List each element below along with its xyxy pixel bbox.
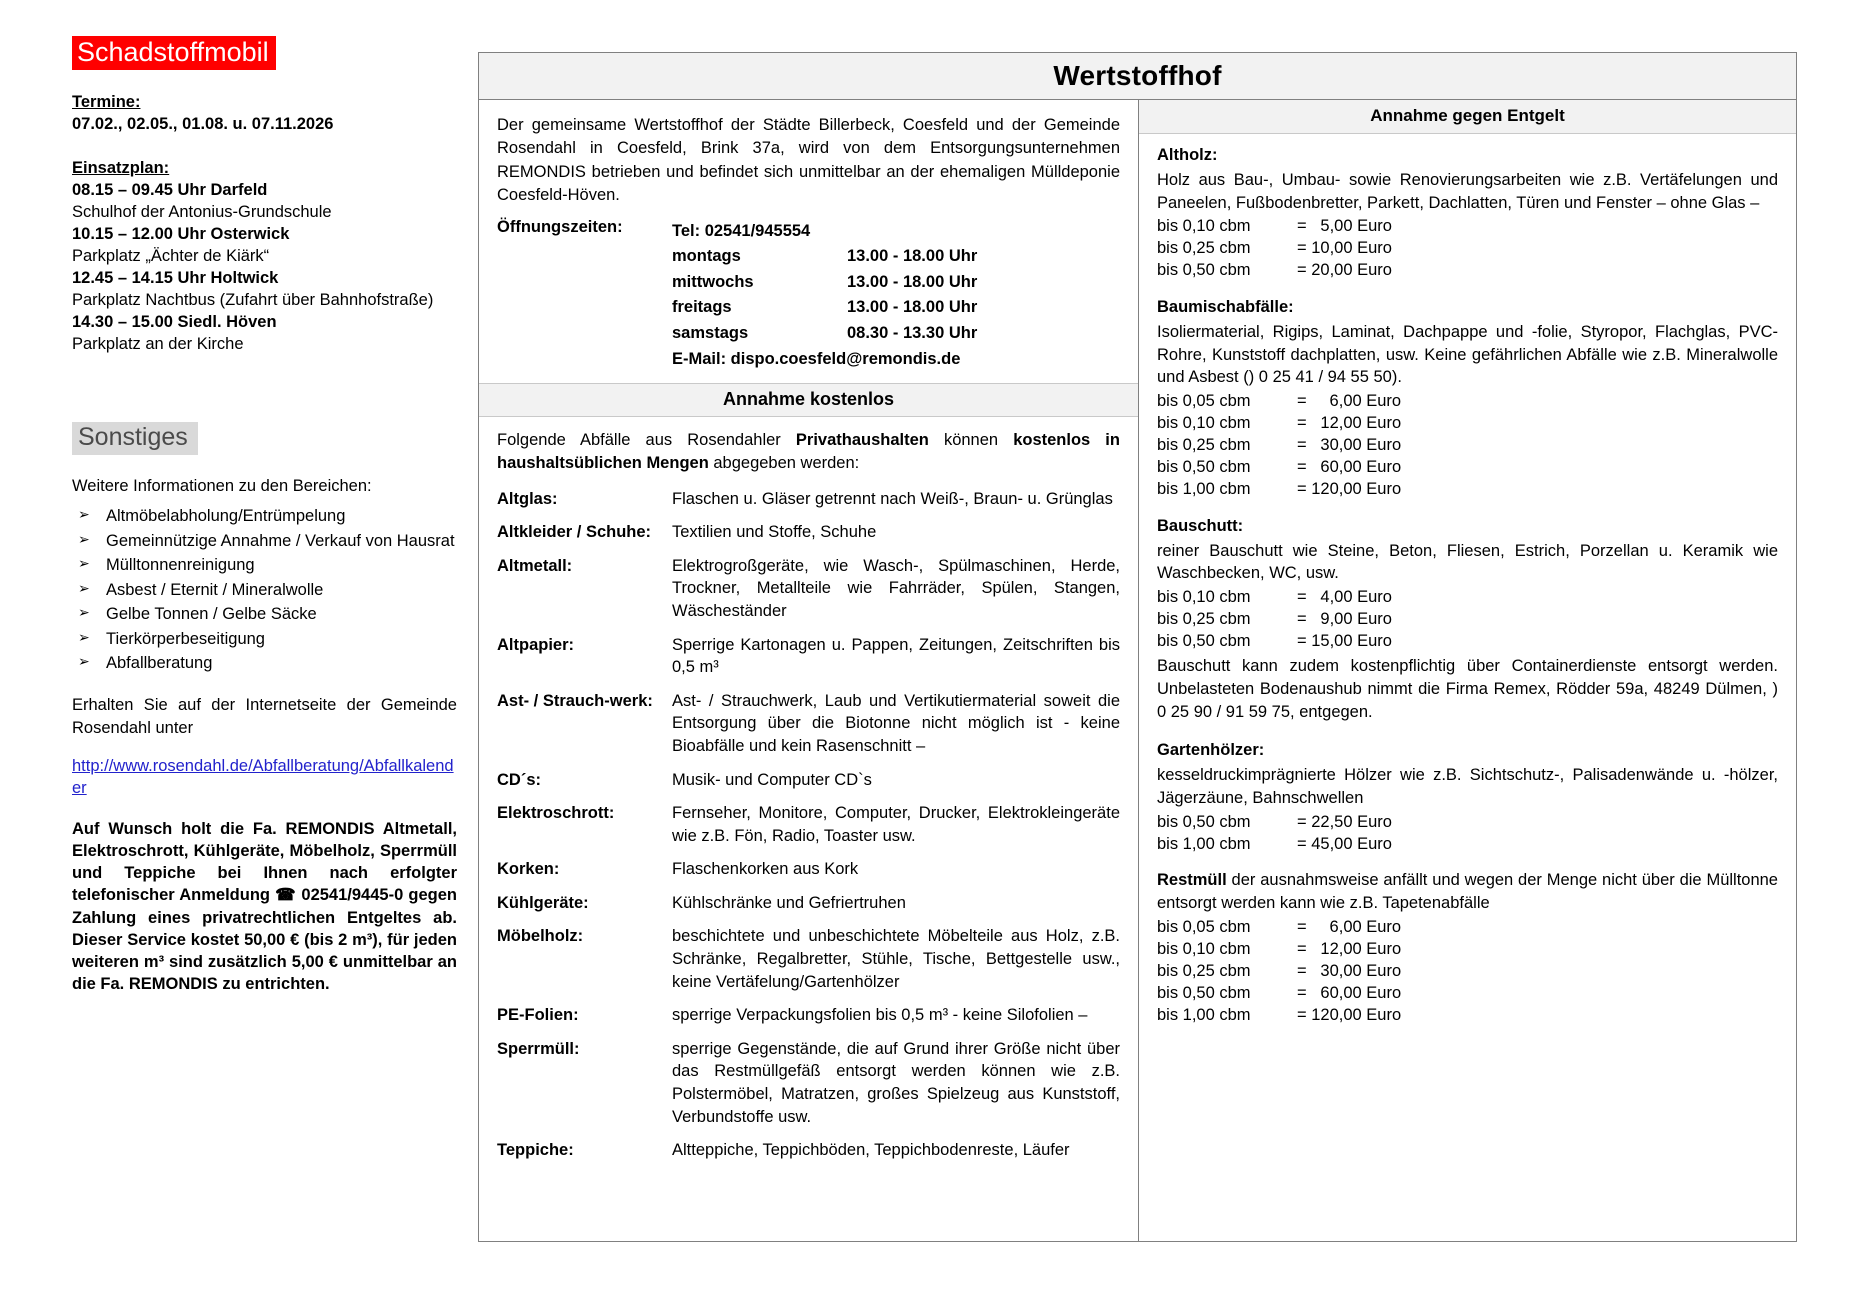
stop-place: Schulhof der Antonius-Grundschule (72, 203, 332, 222)
price-value: = 12,00 Euro (1297, 414, 1402, 433)
bereiche-list (72, 505, 457, 674)
price-volume: bis 0,10 cbm (1157, 939, 1251, 958)
hours-day: samstags (672, 323, 749, 342)
opening-hours-table (672, 218, 977, 373)
band-annahme-entgelt: Annahme gegen Entgelt (1139, 100, 1796, 134)
intro-paragraph: Der gemeinsame Wertstoffhof der Städte Billerbeck, Coesfeld und der Gemeinde Rosendahl in Coesfeld, Brink 37a, wird von dem Entsorgungsunternehmen REMONDIS betrieben und befindet sich unmittelbar an der ehemaligen Mülldeponie Coesfeld-Höven. (497, 116, 1120, 205)
price-row (1157, 834, 1778, 856)
price-row (1157, 457, 1778, 479)
panel-column-right (1139, 100, 1796, 1242)
wertstoffhof-panel (478, 52, 1797, 1242)
price-value: = 120,00 Euro (1297, 479, 1402, 498)
email-address: E-Mail: dispo.coesfeld@remondis.de (672, 350, 961, 369)
price-row (1157, 812, 1778, 834)
hours-time: 13.00 - 18.00 Uhr (847, 272, 978, 291)
kostenlos-intro (479, 417, 1138, 476)
entgelt-title: Baumischabfälle: (1157, 298, 1294, 317)
entgelt-entry (1157, 144, 1778, 282)
hours-time: 13.00 - 18.00 Uhr (847, 298, 978, 317)
opening-hours-block (479, 214, 1138, 373)
sonstiges-title: Sonstiges (72, 422, 198, 456)
price-volume: bis 1,00 cbm (1157, 479, 1251, 498)
price-value: = 9,00 Euro (1297, 610, 1392, 629)
stop-entry (72, 224, 457, 268)
price-value: = 30,00 Euro (1297, 436, 1402, 455)
list-item: ➢ Gelbe Tonnen / Gelbe Säcke (72, 603, 457, 625)
entgelt-title-suffix: der ausnahmsweise anfällt und wegen der Menge nicht über die Mülltonne entsorgt werden kann wie z.B. Tapetenabfälle (1157, 871, 1778, 913)
list-item: ➢ Gemeinnützige Annahme / Verkauf von Hausrat (72, 530, 457, 552)
waste-desc: Altteppiche, Teppichböden, Teppichbodenreste, Läufer (672, 1141, 1070, 1160)
waste-desc: Flaschenkorken aus Kork (672, 860, 859, 879)
hours-row (672, 295, 977, 321)
price-value: = 22,50 Euro (1297, 812, 1392, 831)
hours-row (672, 321, 977, 347)
price-value: = 6,00 Euro (1297, 917, 1402, 936)
waste-term: Elektroschrott: (497, 804, 615, 823)
entgelt-text: Isoliermaterial, Rigips, Laminat, Dachpappe und -folie, Styropor, Flachglas, PVC-Rohre, Kunststoff dachplatten, usw. Keine gefährlichen Abfälle wie z.B. Mineralwolle und Asbest () 0 25 41 / 94 55 50). (1157, 322, 1778, 387)
price-value: = 30,00 Euro (1297, 961, 1402, 980)
price-value: = 12,00 Euro (1297, 939, 1402, 958)
price-row (1157, 413, 1778, 435)
price-volume: bis 0,25 cbm (1157, 610, 1251, 629)
price-volume: bis 0,50 cbm (1157, 983, 1251, 1002)
hours-row (672, 270, 977, 296)
list-item (497, 858, 1120, 881)
price-row (1157, 961, 1778, 983)
list-item (497, 769, 1120, 792)
waste-term: Teppiche: (497, 1141, 574, 1160)
hours-time: 08.30 - 13.30 Uhr (847, 323, 978, 342)
list-item (497, 690, 1120, 758)
price-value: = 45,00 Euro (1297, 834, 1392, 853)
list-item (497, 634, 1120, 679)
list-item: ➢ Altmöbelabholung/Entrümpelung (72, 505, 457, 527)
price-volume: bis 0,50 cbm (1157, 457, 1251, 476)
stop-place: Parkplatz Nachtbus (Zufahrt über Bahnhofstraße) (72, 290, 434, 309)
waste-desc: sperrige Verpackungsfolien bis 0,5 m³ - keine Silofolien – (672, 1006, 1088, 1025)
kostenlos-intro-part3: abgegeben werden: (708, 454, 860, 473)
list-item (497, 892, 1120, 915)
price-value: = 120,00 Euro (1297, 1005, 1402, 1024)
entgelt-entry (1157, 739, 1778, 855)
waste-term: Sperrmüll: (497, 1039, 580, 1058)
price-row (1157, 1005, 1778, 1027)
list-item (497, 521, 1120, 544)
schadstoffmobil-title: Schadstoffmobil (72, 36, 276, 70)
price-row (1157, 609, 1778, 631)
price-volume: bis 0,05 cbm (1157, 392, 1251, 411)
entgelt-text: reiner Bauschutt wie Steine, Beton, Fliesen, Estrich, Porzellan u. Keramik wie Waschbecken, WC, usw. (1157, 541, 1778, 583)
waste-term: Altkleider / Schuhe: (497, 523, 652, 542)
list-item: ➢ Mülltonnenreinigung (72, 554, 457, 576)
waste-term: Korken: (497, 860, 560, 879)
waste-desc: sperrige Gegenstände, die auf Grund ihrer Größe nicht über das Restmüllgefäß entsorgt werden können wie z.B. Polstermöbel, Matratzen, großes Spielzeug aus Kunststoff, Verbundstoffe usw. (672, 1039, 1120, 1126)
entgelt-entry (1157, 515, 1778, 723)
price-volume: bis 1,00 cbm (1157, 1005, 1251, 1024)
price-volume: bis 1,00 cbm (1157, 834, 1251, 853)
termine-block (72, 92, 457, 136)
waste-term: Kühlgeräte: (497, 893, 589, 912)
internet-text: Erhalten Sie auf der Internetseite der Gemeinde Rosendahl unter (72, 696, 457, 737)
einsatzplan-label: Einsatzplan: (72, 159, 170, 178)
price-value: = 15,00 Euro (1297, 632, 1392, 651)
entgelt-title: Altholz: (1157, 146, 1218, 164)
price-value: = 20,00 Euro (1297, 261, 1392, 280)
price-row (1157, 631, 1778, 653)
termine-value: 07.02., 02.05., 01.08. u. 07.11.2026 (72, 115, 334, 134)
waste-term: Altmetall: (497, 556, 573, 575)
price-value: = 4,00 Euro (1297, 588, 1392, 607)
list-item (497, 488, 1120, 511)
panel-column-left (479, 100, 1139, 1242)
hours-row (672, 244, 977, 270)
price-row (1157, 238, 1778, 260)
einsatzplan-block (72, 158, 457, 355)
price-volume: bis 0,05 cbm (1157, 917, 1251, 936)
price-row (1157, 983, 1778, 1005)
abfallkalender-link[interactable]: http://www.rosendahl.de/Abfallberatung/Abfallkalender (72, 757, 454, 798)
price-value: = 10,00 Euro (1297, 239, 1392, 258)
stop-entry (72, 180, 457, 224)
entgelt-title: Gartenhölzer: (1157, 741, 1265, 760)
list-item: ➢ Asbest / Eternit / Mineralwolle (72, 579, 457, 601)
list-item (497, 555, 1120, 623)
price-row (1157, 587, 1778, 609)
entgelt-entry (1157, 869, 1778, 1026)
price-volume: bis 0,50 cbm (1157, 261, 1251, 280)
hours-day: freitags (672, 298, 732, 317)
price-value: = 6,00 Euro (1297, 392, 1402, 411)
entgelt-text: kesseldruckimprägnierte Hölzer wie z.B. Sichtschutz-, Palisadenwände u. -hölzer, Jägerzäune, Bahnschwellen (1157, 766, 1778, 807)
waste-term: Altglas: (497, 489, 558, 508)
waste-desc: Elektrogroßgeräte, wie Wasch-, Spülmaschinen, Herde, Trockner, Metallteile wie Fahrräder, Spülen, Stangen, Wäscheständer (672, 556, 1120, 620)
band-annahme-kostenlos: Annahme kostenlos (479, 383, 1138, 417)
price-volume: bis 0,10 cbm (1157, 217, 1251, 236)
list-item (497, 802, 1120, 847)
auf-wunsch-text: Auf Wunsch holt die Fa. REMONDIS Altmetall, Elektroschrott, Kühlgeräte, Möbelholz, Sperrmüll und Teppiche bei Ihnen nach erfolgter telefonischer Anmeldung ☎ 02541/9445-0 gegen Zahlung eines privatrechtlichen Entgeltes ab. Dieser Service kostet 50,00 € (bis 2 m³), für jeden weiteren m³ sind zusätzlich 5,00 € unmittelbar an die Fa. REMONDIS zu entrichten. (72, 819, 457, 994)
price-volume: bis 0,10 cbm (1157, 588, 1251, 607)
price-row (1157, 939, 1778, 961)
stop-time: 10.15 – 12.00 Uhr Osterwick (72, 225, 290, 244)
price-volume: bis 0,50 cbm (1157, 812, 1251, 831)
list-item: ➢ Tierkörperbeseitigung (72, 628, 457, 650)
waste-desc: Sperrige Kartonagen u. Pappen, Zeitungen, Zeitschriften bis 0,5 m³ (672, 635, 1120, 677)
list-item (497, 1139, 1120, 1162)
price-row (1157, 260, 1778, 282)
stop-time: 08.15 – 09.45 Uhr Darfeld (72, 181, 268, 200)
waste-term: Möbelholz: (497, 927, 584, 946)
hours-day: mittwochs (672, 272, 754, 291)
price-value: = 60,00 Euro (1297, 457, 1402, 476)
hours-day: montags (672, 247, 741, 266)
info-intro: Weitere Informationen zu den Bereichen: (72, 477, 372, 496)
stop-time: 12.45 – 14.15 Uhr Holtwick (72, 268, 279, 287)
price-row (1157, 216, 1778, 238)
list-item (497, 1038, 1120, 1128)
panel-header (479, 53, 1796, 100)
price-row (1157, 435, 1778, 457)
price-volume: bis 0,25 cbm (1157, 436, 1251, 455)
kostenlos-intro-bold1: Privathaushalten (795, 430, 929, 449)
entgelt-list (1139, 134, 1796, 1027)
waste-term: PE-Folien: (497, 1006, 579, 1025)
price-value: = 5,00 Euro (1297, 217, 1392, 236)
waste-desc: Musik- und Computer CD`s (672, 770, 872, 789)
phone-number: Tel: 02541/945554 (672, 221, 811, 240)
stop-place: Parkplatz „Ächter de Kiärk“ (72, 246, 270, 265)
entgelt-title: Restmüll (1157, 871, 1227, 890)
entgelt-after-text: Bauschutt kann zudem kostenpflichtig über Containerdienste entsorgt werden. Unbelasteten Bodenaushub nimmt die Firma Remex, Rödder 59a, 48249 Dülmen, ) 0 25 90 / 91 59 75, entgegen. (1157, 656, 1778, 721)
waste-desc: Kühlschränke und Gefriertruhen (672, 893, 906, 912)
stop-entry (72, 268, 457, 312)
price-volume: bis 0,25 cbm (1157, 961, 1251, 980)
kostenlos-intro-part2: können (928, 430, 1014, 449)
termine-label: Termine: (72, 93, 141, 112)
waste-desc: Flaschen u. Gläser getrennt nach Weiß-, Braun- u. Grünglas (672, 489, 1113, 508)
list-item (497, 1004, 1120, 1027)
waste-desc: Fernseher, Monitore, Computer, Drucker, Elektrokleingeräte wie z.B. Fön, Radio, Toaster usw. (672, 804, 1120, 845)
hours-time: 13.00 - 18.00 Uhr (847, 247, 978, 266)
waste-desc: Textilien und Stoffe, Schuhe (672, 523, 877, 542)
list-item: ➢ Abfallberatung (72, 652, 457, 674)
waste-term: Altpapier: (497, 635, 575, 654)
list-item (497, 925, 1120, 993)
left-column (72, 36, 457, 996)
stop-time: 14.30 – 15.00 Siedl. Höven (72, 312, 277, 331)
entgelt-entry (1157, 296, 1778, 501)
price-value: = 60,00 Euro (1297, 983, 1402, 1002)
waste-desc: Ast- / Strauchwerk, Laub und Vertikutiermaterial soweit die Entsorgung über die Biotonne nicht möglich ist - keine Bioabfälle und kein Rasenschnitt – (672, 691, 1120, 755)
kostenlos-intro-part1: Folgende Abfälle aus Rosendahler (497, 430, 796, 449)
price-volume: bis 0,50 cbm (1157, 632, 1251, 651)
waste-definition-list (479, 476, 1138, 1162)
price-volume: bis 0,10 cbm (1157, 414, 1251, 433)
price-row (1157, 391, 1778, 413)
stop-entry (72, 312, 457, 356)
opening-hours-label: Öffnungszeiten: (497, 217, 623, 236)
stop-place: Parkplatz an der Kirche (72, 334, 244, 353)
price-row (1157, 479, 1778, 501)
waste-term: Ast- / Strauch-werk: (497, 691, 653, 710)
price-volume: bis 0,25 cbm (1157, 239, 1251, 258)
page-title: Wertstoffhof (1053, 60, 1222, 91)
entgelt-text: Holz aus Bau-, Umbau- sowie Renovierungsarbeiten wie z.B. Vertäfelungen und Paneelen, Fußbodenbretter, Parkett, Dachlatten, Türen und Fenster – ohne Glas – (1157, 170, 1778, 212)
entgelt-title: Bauschutt: (1157, 516, 1244, 535)
waste-term: CD´s: (497, 770, 541, 789)
price-row (1157, 917, 1778, 939)
restmuell-paragraph (1157, 869, 1778, 915)
kostenlos-intro-bold2: kostenlos in haushaltsüblichen Mengen (497, 430, 1120, 473)
waste-desc: beschichtete und unbeschichtete Möbelteile aus Holz, z.B. Schränke, Regalbretter, Stühle, Tische, Bettgestelle usw., keine Vertäfelung/Gartenhölzer (672, 927, 1120, 991)
